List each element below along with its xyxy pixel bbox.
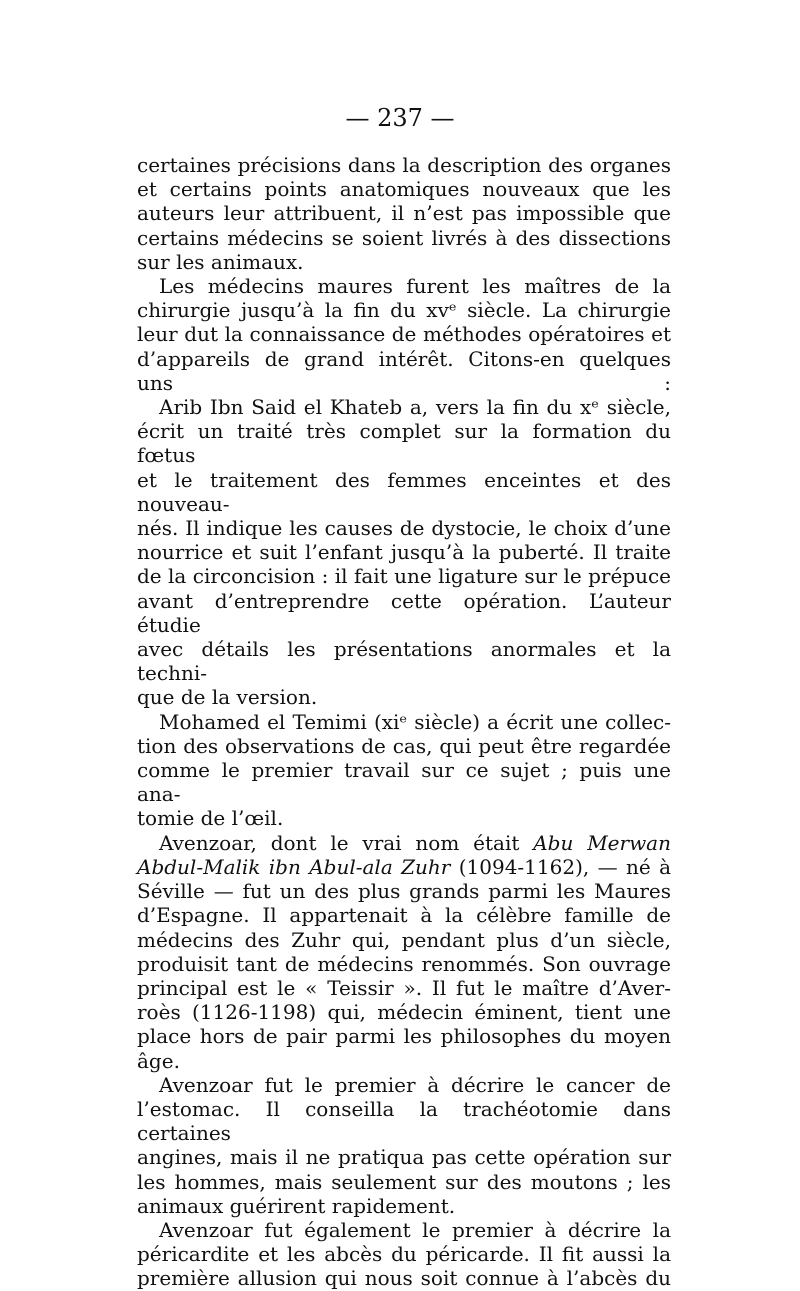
text-line: Avenzoar fut le premier à décrire le cancer de <box>159 1072 671 1097</box>
text-line: Avenzoar fut également le premier à décrire la <box>159 1217 671 1242</box>
text-line: sur les animaux. <box>137 249 304 274</box>
page-body-text <box>137 153 671 1291</box>
text-line: certaines précisions dans la description des organes <box>137 153 671 177</box>
text-line: d’appareils de grand intérêt. Citons-en quelques uns : <box>137 346 671 395</box>
text-line: Abdul-Malik ibn Abul-ala Zuhr (1094-1162), — né à <box>137 854 671 879</box>
text-line: l’estomac. Il conseilla la trachéotomie dans certaines <box>137 1096 671 1146</box>
text-line: principal est le « Teissir ». Il fut le maître d’Aver- <box>137 975 671 1000</box>
text-line: de la circoncision : il fait une ligature sur le prépuce <box>137 564 671 589</box>
text-line: Arib Ibn Said el Khateb a, vers la fin du xᵉ siècle, <box>159 395 671 420</box>
text-line: auteurs leur attribuent, il n’est pas impossible que <box>137 201 671 226</box>
text-line: nourrice et suit l’enfant jusqu’à la puberté. Il traite <box>137 540 671 565</box>
text-line: comme le premier travail sur ce sujet ; puis une ana- <box>137 758 671 807</box>
text-line: roès (1126-1198) qui, médecin éminent, tient une <box>137 1000 671 1025</box>
paragraph <box>137 274 671 395</box>
text-line: les hommes, mais seulement sur des moutons ; les <box>137 1169 671 1194</box>
paragraph <box>137 395 671 710</box>
text-line: tomie de l’œil. <box>137 806 284 831</box>
paragraph <box>137 831 671 1073</box>
text-line: Séville — fut un des plus grands parmi les Maures <box>137 879 671 904</box>
text-line: animaux guérirent rapidement. <box>137 1193 456 1218</box>
text-line: et certains points anatomiques nouveaux que les <box>137 177 671 202</box>
text-line: tion des observations de cas, qui peut être regardée <box>137 733 671 758</box>
text-line: leur dut la connaissance de méthodes opératoires et <box>137 322 671 347</box>
text-line: angines, mais il ne pratiqua pas cette opération sur <box>137 1145 671 1170</box>
text-line: médecins des Zuhr qui, pendant plus d’un siècle, <box>137 927 671 952</box>
text-line: d’Espagne. Il appartenait à la célèbre famille de <box>137 903 671 928</box>
text-line: produisit tant de médecins renommés. Son ouvrage <box>137 951 671 976</box>
text-line: avec détails les présentations anormales et la techni- <box>137 637 671 686</box>
text-line: chirurgie jusqu’à la fin du xvᵉ siècle. La chirurgie <box>137 298 671 323</box>
text-line: péricardite et les abcès du péricarde. Il fit aussi la <box>137 1242 671 1267</box>
text-line: avant d’entreprendre cette opération. L’auteur étudie <box>137 588 671 637</box>
paragraph <box>137 710 671 831</box>
text-line: que de la version. <box>137 685 318 710</box>
text-line: Avenzoar, dont le vrai nom était Abu Merwan <box>159 830 671 855</box>
page-number: — 237 — <box>345 104 455 132</box>
paragraph <box>137 1073 671 1218</box>
text-line: première allusion qui nous soit connue à l’abcès du <box>137 1266 671 1291</box>
text-line: Mohamed el Temimi (xiᵉ siècle) a écrit une collec- <box>159 709 671 734</box>
text-line: âge. <box>137 1048 180 1073</box>
text-line: place hors de pair parmi les philosophes du moyen <box>137 1024 671 1049</box>
text-line: certains médecins se soient livrés à des dissections <box>137 225 671 250</box>
text-line: et le traitement des femmes enceintes et des nouveau- <box>137 467 671 516</box>
text-line: écrit un traité très complet sur la formation du fœtus <box>137 419 671 468</box>
text-line: nés. Il indique les causes de dystocie, le choix d’une <box>137 516 671 541</box>
paragraph <box>137 153 671 274</box>
text-line: Les médecins maures furent les maîtres de la <box>159 274 671 299</box>
paragraph <box>137 1218 671 1291</box>
